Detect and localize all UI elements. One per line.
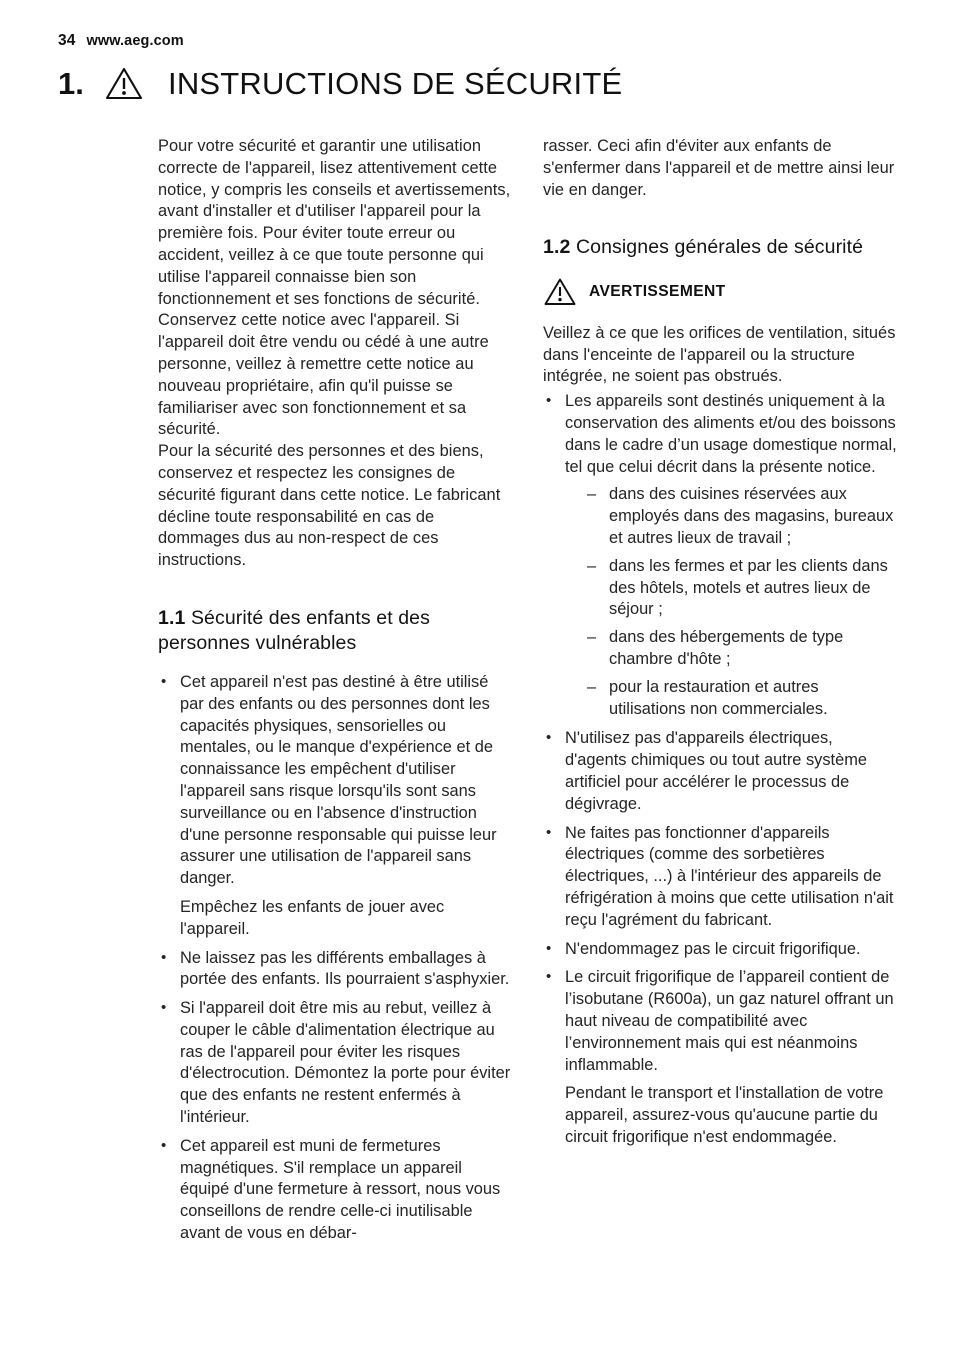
section-number: 1.1 [158, 606, 186, 629]
list-item-text: Si l'appareil doit être mis au rebut, veillez à couper le câble d'alimentation électrique au ras de l'appareil pour éviter les risques d'électrocution. Démontez la porte pour éviter que des enfants ne restent enfermés à l'intérieur. [180, 999, 511, 1127]
list-item-text: N'endommagez pas le circuit frigorifique. [565, 939, 861, 958]
warning-label: AVERTISSEMENT [589, 282, 726, 300]
intro-paragraph-1: Pour votre sécurité et garantir une utilisation correcte de l'appareil, lisez attentivement cette notice, y compris les conseils et avertissements, avant d'installer et d'utiliser l'appareil pour la première fois. Pour éviter toute erreur ou accident, veillez à ce que toute personne qui utilise l'appareil connaisse bien son fonctionnement et ses fonctions de sécurité. Conservez cette notice avec l'appareil. Si l'appareil doit être vendu ou cédé à une autre personne, veillez à remettre cette notice au nouveau propriétaire, afin qu'il puisse se familiariser avec son fonctionnement et sa sécurité. [158, 137, 511, 439]
sub-list-item [587, 677, 898, 721]
list-item [543, 939, 898, 961]
list-item [543, 823, 898, 932]
chapter-number: 1. [58, 65, 84, 101]
list-item [543, 728, 898, 815]
left-bullet-list [158, 672, 513, 1245]
running-header [58, 32, 184, 50]
sub-list-item [587, 556, 898, 621]
list-item-text: Cet appareil n'est pas destiné à être utilisé par des enfants ou des personnes dont les capacités physiques, sensorielles ou mentales, ou le manque d'expérience et de connaissance les empêchent d'utiliser l'appareil sans risque lorsqu'ils sont sans surveillance ou en l'absence d'instruction d'une personne responsable qui puisse leur assurer une utilisation de l'appareil sans danger. [180, 672, 497, 888]
list-item [543, 391, 898, 720]
continuation-paragraph: rasser. Ceci afin d'éviter aux enfants de s'enfermer dans l'appareil et de mettre ainsi leur vie en danger. [543, 137, 895, 199]
warning-callout [543, 277, 898, 307]
section-heading-1-1 [158, 606, 513, 657]
sub-list-item-text: dans les fermes et par les clients dans des hôtels, motels et autres lieux de séjour ; [609, 556, 888, 619]
website-url: www.aeg.com [86, 33, 184, 49]
sub-list-item-text: pour la restauration et autres utilisations non commerciales. [609, 677, 828, 718]
section-number: 1.2 [543, 236, 571, 259]
list-item [158, 998, 513, 1129]
right-column [543, 136, 898, 1149]
right-bullet-list [543, 391, 898, 1149]
page-number: 34 [58, 32, 76, 49]
spacer [158, 572, 513, 606]
list-item-text: Cet appareil est muni de fermetures magnétiques. S'il remplace un appareil équipé d'une fermeture à ressort, nous vous conseillons de rendre celle-ci inutilisable avant de vous en débar- [180, 1136, 501, 1243]
intro-paragraph-2: Pour la sécurité des personnes et des biens, conservez et respectez les consignes de sécurité figurant dans cette notice. Le fabricant décline toute responsabilité en cas de dommages dus au non-respect de ces instructions. [158, 442, 501, 570]
list-item-followup: Empêchez les enfants de jouer avec l'appareil. [180, 897, 445, 938]
list-item-text: Les appareils sont destinés uniquement à la conservation des aliments et/ou des boissons dans le cadre d’un usage domestique normal, tel que celui décrit dans la présente notice. [565, 392, 897, 476]
list-item [158, 948, 513, 992]
warning-triangle-icon [104, 63, 150, 103]
list-item [158, 672, 513, 941]
sub-list-item [587, 484, 898, 549]
list-item [158, 1136, 513, 1245]
list-item-followup: Pendant le transport et l'installation de votre appareil, assurez-vous qu'aucune partie du circuit frigorifique n'est endommagée. [565, 1084, 884, 1146]
sub-list [565, 484, 898, 720]
spacer [158, 657, 513, 671]
sub-list-item-text: dans des cuisines réservées aux employés dans des magasins, bureaux et autres lieux de travail ; [609, 485, 894, 548]
spacer [543, 201, 898, 235]
warning-triangle-icon [543, 277, 577, 307]
sub-list-item [587, 627, 898, 671]
chapter-heading [58, 63, 622, 103]
warning-intro-paragraph: Veillez à ce que les orifices de ventilation, situés dans l'enceinte de l'appareil ou la structure intégrée, ne soient pas obstrués. [543, 323, 896, 386]
left-column [158, 136, 513, 1245]
chapter-title: INSTRUCTIONS DE SÉCURITÉ [168, 65, 623, 101]
list-item-text: Le circuit frigorifique de l’appareil contient de l’isobutane (R600a), un gaz naturel offrant un haut niveau de compatibilité avec l’environnement mais qui est néanmoins inflammable. [565, 968, 894, 1074]
section-title: Sécurité des enfants et des personnes vulnérables [158, 606, 430, 655]
list-item [543, 967, 898, 1148]
list-item-text: N'utilisez pas d'appareils électriques, d'agents chimiques ou tout autre système artificiel pour accélérer le processus de dégivrage. [565, 729, 867, 813]
sub-list-item-text: dans des hébergements de type chambre d'hôte ; [609, 628, 844, 669]
list-item-text: Ne faites pas fonctionner d'appareils électriques (comme des sorbetières électriques, ...) à l'intérieur des appareils de réfrigération à moins que cette utilisation n'ait reçu l'agrément du fabricant. [565, 823, 894, 929]
section-title: Consignes générales de sécurité [575, 236, 864, 259]
section-heading-1-2 [543, 235, 898, 261]
list-item-text: Ne laissez pas les différents emballages à portée des enfants. Ils pourraient s'asphyxier. [180, 948, 510, 989]
